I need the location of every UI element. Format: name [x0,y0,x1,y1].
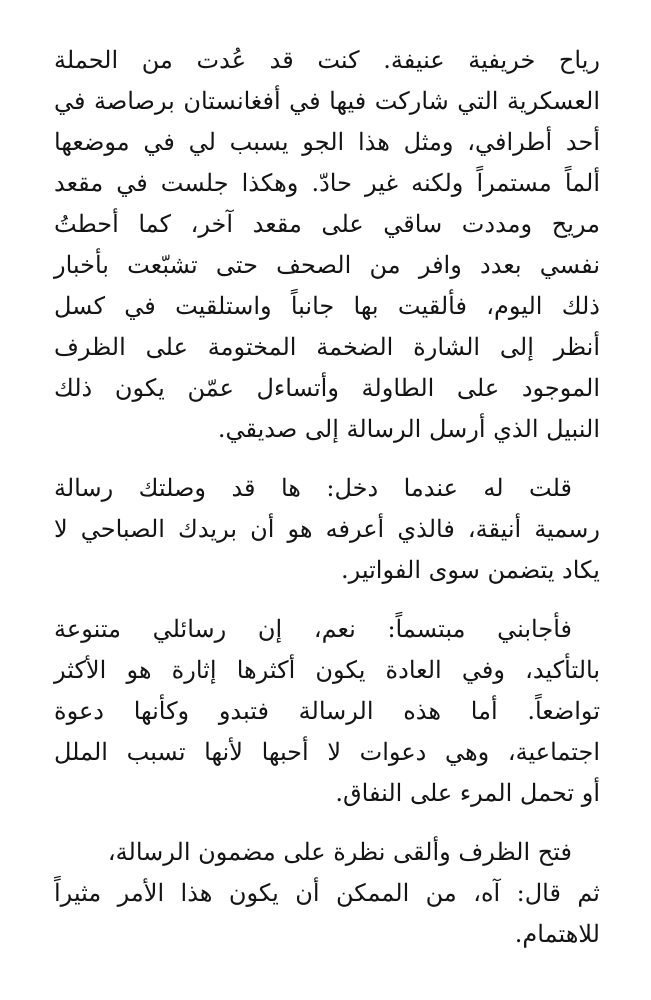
text-line: نفسي بعدد وافر من الصحف حتى تشبّعت بأخبار [54,251,600,279]
paragraph-1 [54,40,600,450]
text-line: ذلك اليوم، فألقيت بها جانباً واستلقيت في كسل [54,292,600,320]
text-line: ألماً مستمراً ولكنه غير حادّ. وهكذا جلست في مقعد [54,169,600,197]
text-line: أنظر إلى الشارة الضخمة المختومة على الظرف [54,333,600,361]
text-line: بالتأكيد، وفي العادة يكون أكثرها إثارة هو الأكثر [54,656,600,684]
text-line: يكاد يتضمن سوى الفواتير. [341,556,600,584]
text-line: ثم قال: آه، من الممكن أن يكون هذا الأمر مثيراً [54,879,600,907]
text-line: للاهتمام. [514,920,600,948]
text-line: فأجابني مبتسماً: نعم، إن رسائلي متنوعة [54,615,572,643]
text-line: تواضعاً. أما هذه الرسالة فتبدو وكأنها دعوة [54,697,600,725]
text-line: رياح خريفية عنيفة. كنت قد عُدت من الحملة [54,46,600,74]
text-line: العسكرية التي شاركت فيها في أفغانستان برصاصة في [54,87,600,115]
paragraph-3 [54,609,600,814]
text-line: النبيل الذي أرسل الرسالة إلى صديقي. [217,415,600,443]
paragraph-2 [54,468,600,591]
text-line: اجتماعية، وهي دعوات لا أحبها لأنها تسبب الملل [54,738,600,766]
text-line: أو تحمل المرء على النفاق. [335,779,600,807]
text-line: فتح الظرف وألقى نظرة على مضمون الرسالة، [107,838,572,866]
text-line: أحد أطرافي، ومثل هذا الجو يسبب لي في موضعها [54,128,600,156]
text-line: رسمية أنيقة، فالذي أعرفه هو أن بريدك الصباحي لا [54,515,600,543]
paragraph-4 [54,832,600,955]
book-page [54,40,600,973]
text-line: الموجود على الطاولة وأتساءل عمّن يكون ذلك [54,374,600,402]
text-line: قلت له عندما دخل: ها قد وصلتك رسالة [54,474,572,502]
text-line: مريح ومددت ساقي على مقعد آخر، كما أحطتُ [54,210,600,238]
